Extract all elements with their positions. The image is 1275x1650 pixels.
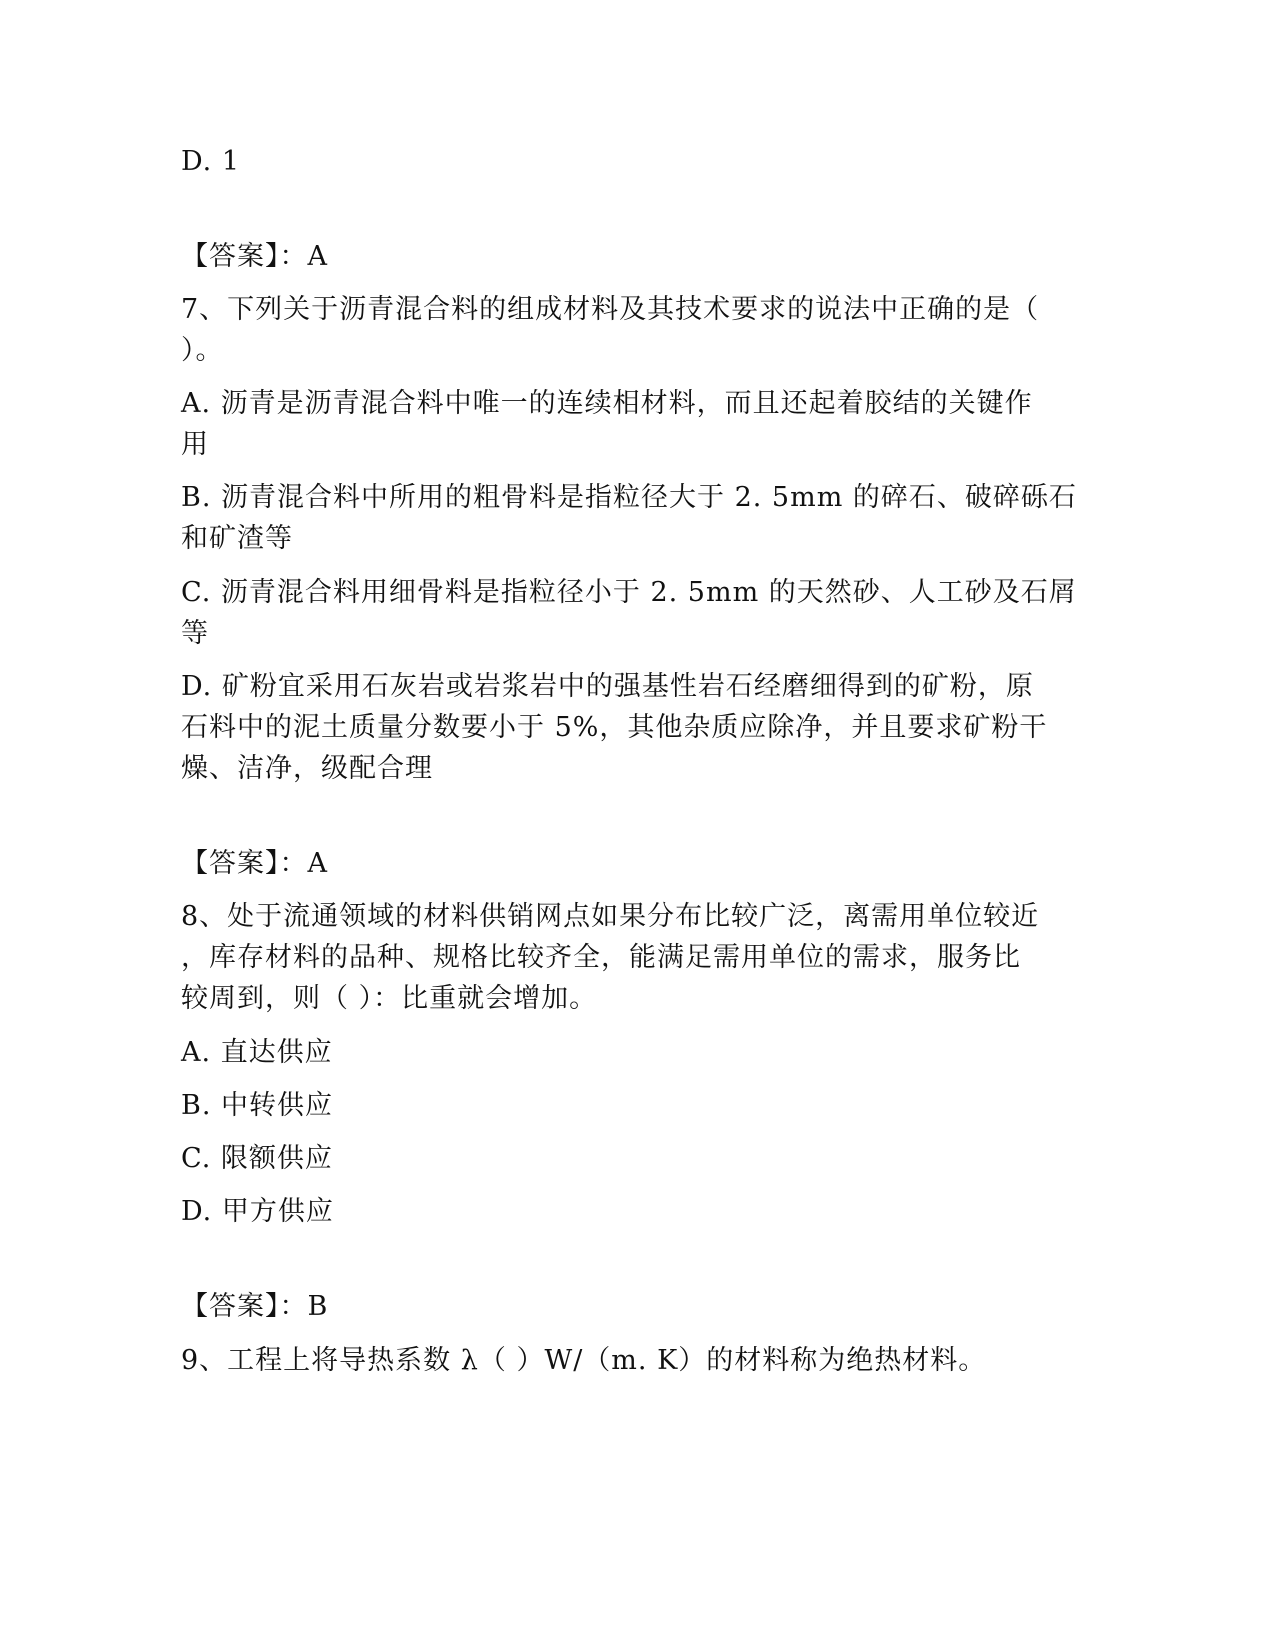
q8-option-b: B. 中转供应 [181, 1090, 334, 1121]
q7-option-d-line-3: 燥、洁净，级配合理 [181, 753, 433, 784]
q7-option-d-line-2: 石料中的泥土质量分数要小于 5%，其他杂质应除净，并且要求矿粉干 [181, 712, 1048, 743]
q8-option-c: C. 限额供应 [181, 1143, 333, 1174]
q7-option-a-line-1: A. 沥青是沥青混合料中唯一的连续相材料，而且还起着胶结的关键作 [181, 388, 1033, 419]
q8-option-a: A. 直达供应 [181, 1037, 333, 1068]
prev-option-d: D. 1 [181, 146, 241, 177]
q7-option-b-line-1: B. 沥青混合料中所用的粗骨料是指粒径大于 2. 5mm 的碎石、破碎砾石 [181, 482, 1077, 513]
q7-option-d-line-1: D. 矿粉宜采用石灰岩或岩浆岩中的强基性岩石经磨细得到的矿粉，原 [181, 671, 1034, 702]
q8-stem-line-1: 8、处于流通领域的材料供销网点如果分布比较广泛，离需用单位较近 [181, 901, 1040, 932]
q7-stem-line-1: 7、下列关于沥青混合料的组成材料及其技术要求的说法中正确的是（ [181, 294, 1040, 325]
prev-answer: 【答案】：A [181, 241, 328, 272]
q8-stem-line-2: ，库存材料的品种、规格比较齐全，能满足需用单位的需求，服务比 [181, 942, 1021, 973]
q8-answer: 【答案】：B [181, 1291, 329, 1322]
q7-stem-line-2: ）。 [181, 335, 224, 366]
q9-stem: 9、工程上将导热系数 λ（ ）W/（m. K）的材料称为绝热材料。 [181, 1345, 987, 1376]
q7-answer: 【答案】：A [181, 848, 328, 879]
q8-stem-line-3: 较周到，则（ ）：比重就会增加。 [181, 983, 598, 1014]
q8-option-d: D. 甲方供应 [181, 1196, 334, 1227]
q7-option-c-line-2: 等 [181, 618, 209, 649]
q7-option-a-line-2: 用 [181, 429, 209, 460]
q7-option-c-line-1: C. 沥青混合料用细骨料是指粒径小于 2. 5mm 的天然砂、人工砂及石屑 [181, 577, 1077, 608]
q7-option-b-line-2: 和矿渣等 [181, 523, 293, 554]
